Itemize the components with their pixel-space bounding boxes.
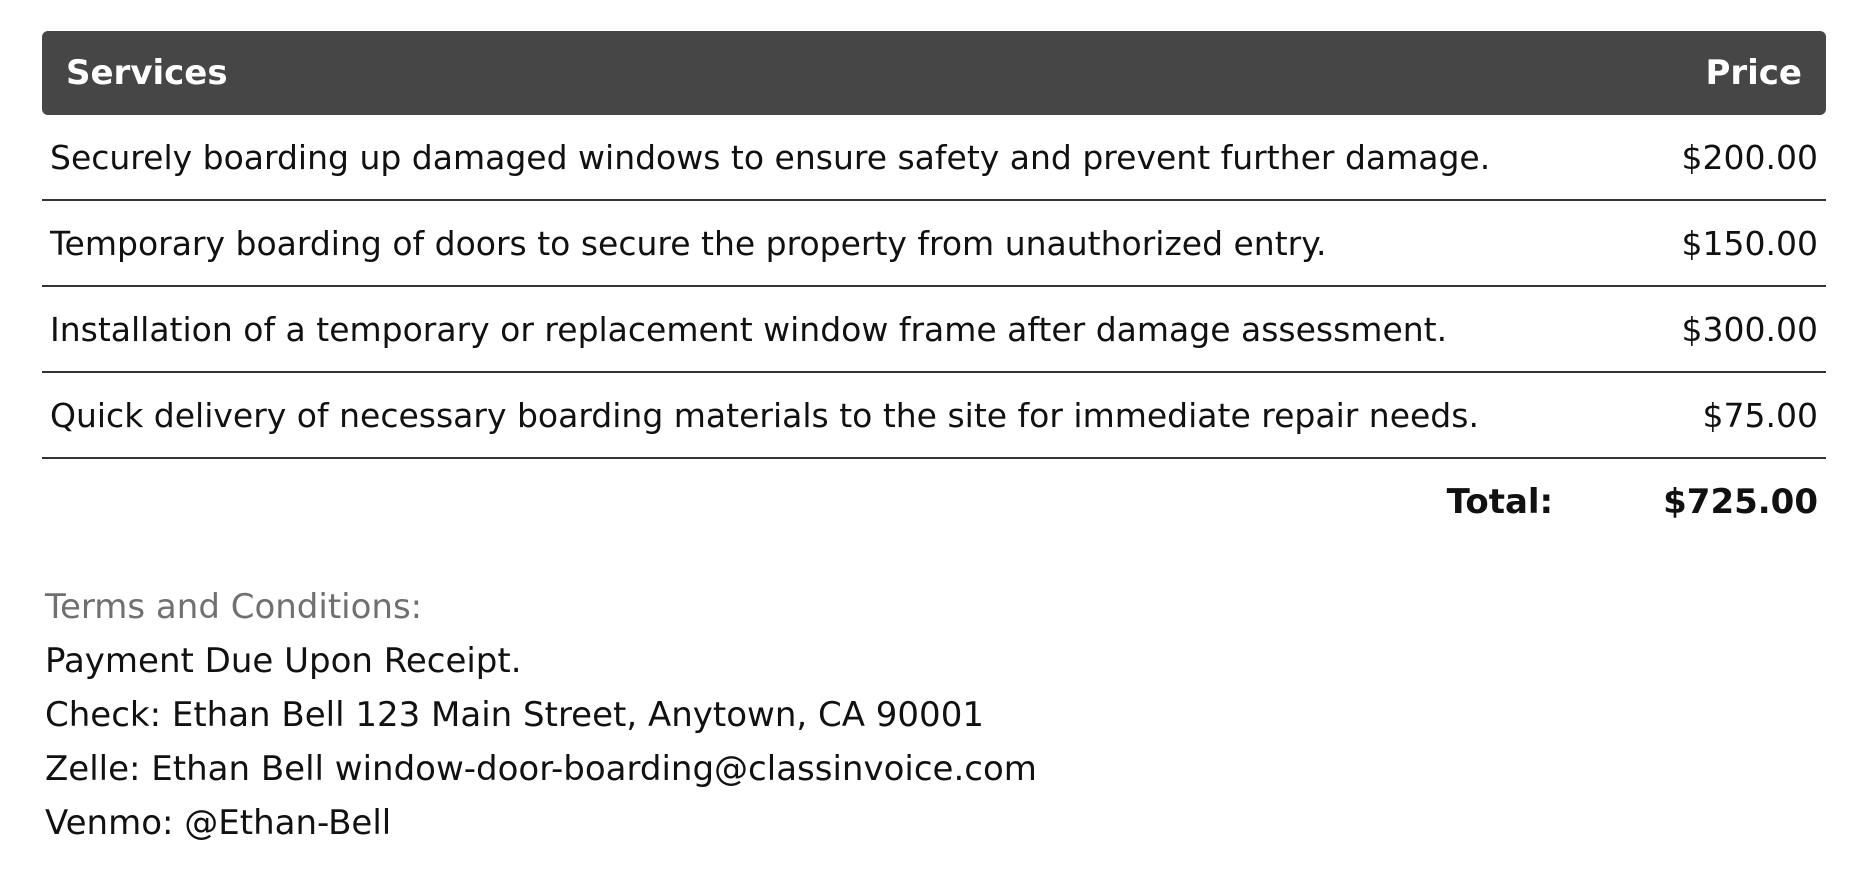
service-price: $300.00 — [1681, 309, 1818, 349]
table-header — [42, 31, 1826, 115]
table-row — [42, 201, 1826, 287]
service-description: Securely boarding up damaged windows to ensure safety and prevent further damage. — [50, 137, 1491, 177]
table-row — [42, 115, 1826, 201]
service-description: Temporary boarding of doors to secure the property from unauthorized entry. — [50, 223, 1327, 263]
service-price: $75.00 — [1702, 395, 1818, 435]
zelle-payment-line: Zelle: Ethan Bell window-door-boarding@classinvoice.com — [45, 749, 1037, 789]
terms-title: Terms and Conditions: — [45, 587, 423, 627]
total-value: $725.00 — [1663, 482, 1818, 522]
table-row — [42, 373, 1826, 459]
service-description: Quick delivery of necessary boarding materials to the site for immediate repair needs. — [50, 395, 1479, 435]
total-label: Total: — [1446, 482, 1554, 522]
price-column-header: Price — [1705, 53, 1802, 93]
table-row — [42, 287, 1826, 373]
total-row — [42, 459, 1826, 545]
venmo-payment-line: Venmo: @Ethan-Bell — [45, 803, 392, 843]
services-table — [42, 31, 1826, 545]
service-description: Installation of a temporary or replacement window frame after damage assessment. — [50, 309, 1448, 349]
service-price: $200.00 — [1681, 137, 1818, 177]
terms-section — [45, 580, 1037, 850]
check-payment-line: Check: Ethan Bell 123 Main Street, Anytown, CA 90001 — [45, 695, 984, 735]
payment-due-line: Payment Due Upon Receipt. — [45, 641, 522, 681]
service-price: $150.00 — [1681, 223, 1818, 263]
services-column-header: Services — [66, 53, 228, 93]
